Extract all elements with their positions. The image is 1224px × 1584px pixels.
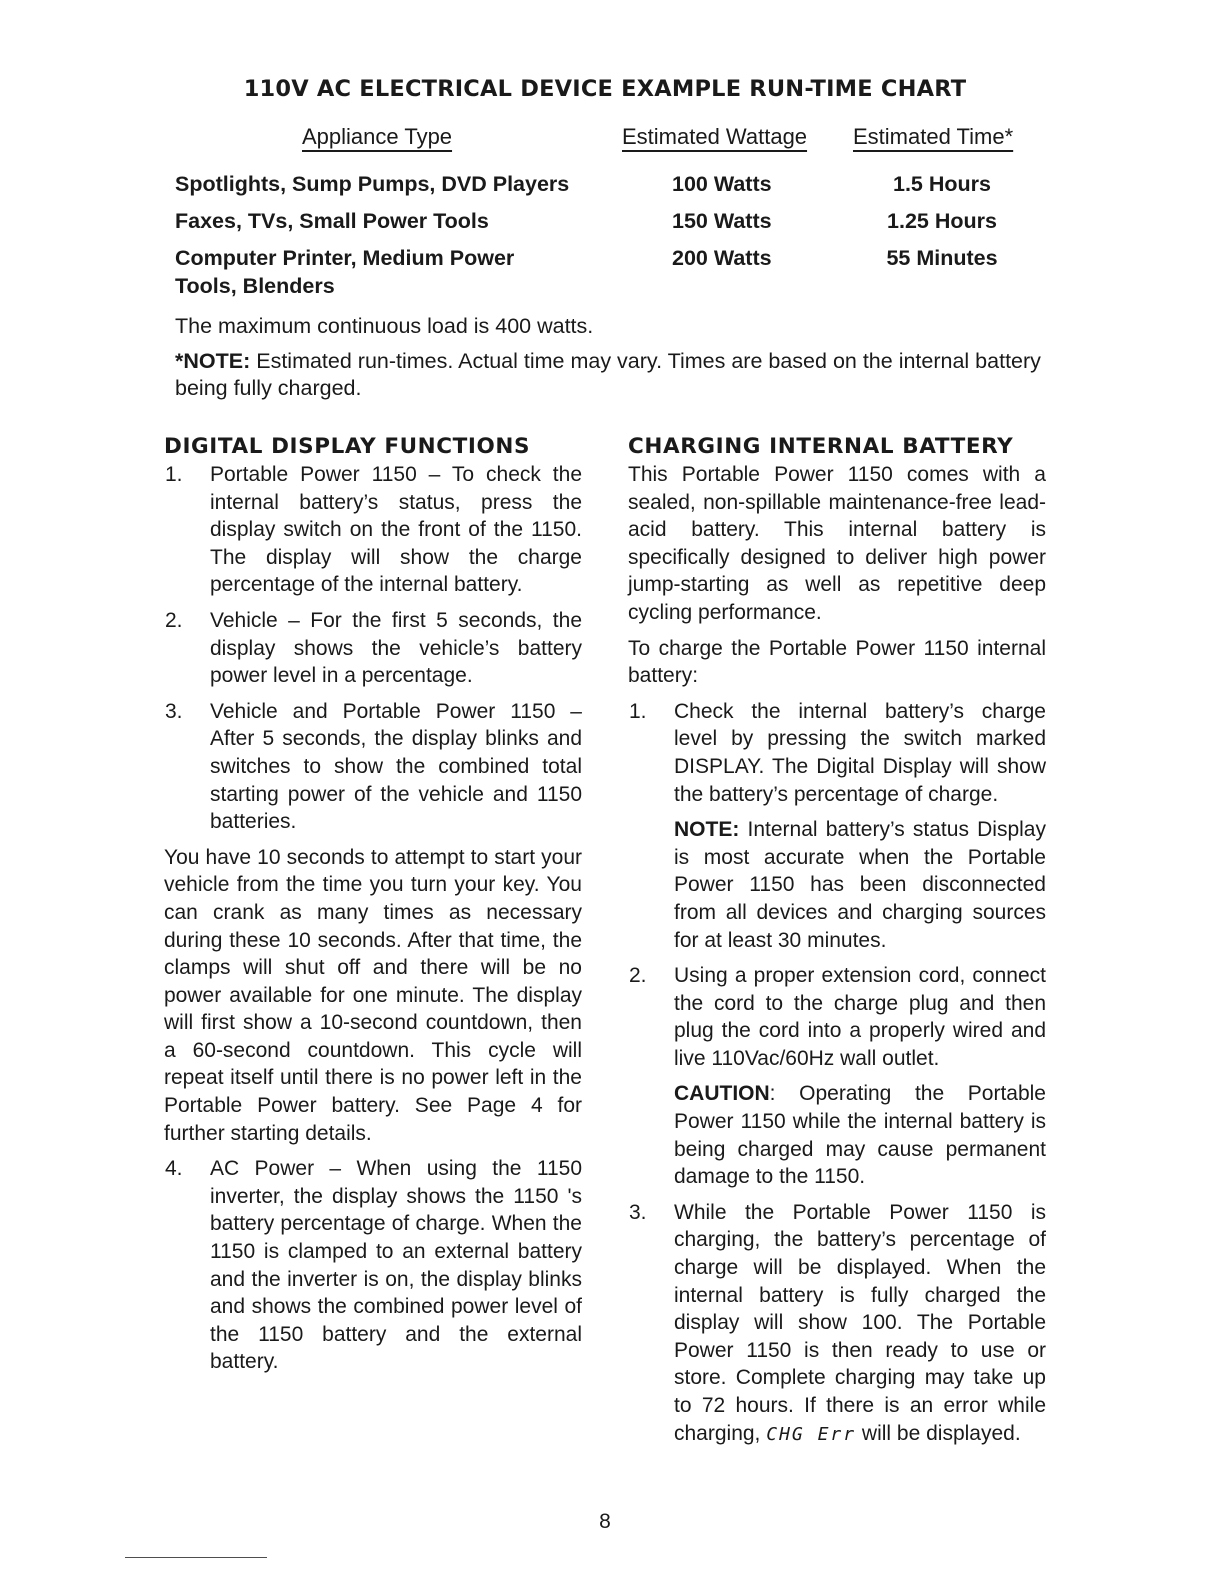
sub-label: CAUTION (674, 1082, 770, 1106)
sub-text: : Operating the Portable Power 1150 while the internal battery is being charged may cause permanent damage to the 1150. (674, 1082, 1046, 1189)
item-text: Vehicle and Portable Power 1150 – After 5 seconds, the display blinks and switches to show the combined total starting power of the vehicle and 1150 batteries. (210, 699, 582, 834)
item-text-end: will be displayed. (856, 1421, 1021, 1445)
max-load-text: The maximum continuous load is 400 watts. (175, 314, 594, 338)
item-text: Vehicle – For the first 5 seconds, the display shows the vehicle’s battery power level in a percentage. (210, 608, 582, 688)
header-estimated-wattage: Estimated Wattage (622, 124, 808, 149)
note-paragraph (674, 816, 1046, 954)
sub-label: NOTE: (674, 818, 740, 842)
page-title: 110V AC ELECTRICAL DEVICE EXAMPLE RUN-TIME CHART (243, 76, 967, 102)
list-item (628, 1199, 1046, 1448)
starting-paragraph: You have 10 seconds to attempt to start your vehicle from the time you turn your key. You can crank as many times as necessary during these 10 seconds. After that time, the clamps will shut off and there will be no power available for one minute. The display will first show a 10-second countdown, then a 60-second countdown. This cycle will repeat itself until there is no power left in the Portable Power battery. See Page 4 for further starting details. (164, 845, 582, 1145)
item-number: 4. (165, 1157, 183, 1181)
time-cell: 1.25 Hours (887, 209, 997, 233)
item-number: 3. (165, 699, 183, 723)
wattage-cell: 150 Watts (672, 209, 772, 233)
error-code: CHG Err (766, 1423, 857, 1445)
header-appliance-type: Appliance Type (302, 124, 453, 149)
list-item (164, 461, 582, 599)
section-heading: CHARGING INTERNAL BATTERY (628, 434, 1014, 459)
item-text: AC Power – When using the 1150 inverter, the display shows the 1150 's battery percentage of charge. When the 1150 is clamped to an external battery and the inverter is on, the display blinks and shows the combined power level of the 1150 battery and the external battery. (210, 1157, 582, 1374)
item-text: Check the internal battery’s charge level by pressing the switch marked DISPLAY. The Digital Display will show the battery’s percentage of charge. (674, 699, 1046, 806)
time-cell: 55 Minutes (886, 246, 998, 270)
time-cell: 1.5 Hours (893, 172, 991, 196)
item-number: 3. (629, 1200, 647, 1224)
list-item (164, 698, 582, 836)
run-time-note (175, 348, 1055, 402)
item-text: While the Portable Power 1150 is charging, the battery’s percentage of charge will be displayed. When the internal battery is fully charged the display will show 100. The Portable Power 1150 is then ready to use or store. Complete charging may take up to 72 hours. If there is an error while charging, (674, 1200, 1046, 1445)
header-estimated-time: Estimated Time* (853, 124, 1014, 149)
wattage-cell: 200 Watts (672, 246, 772, 270)
appliance-cell: Faxes, TVs, Small Power Tools (175, 209, 489, 233)
appliance-cell: Computer Printer, Medium Power Tools, Blenders (175, 246, 515, 298)
wattage-cell: 100 Watts (672, 172, 772, 196)
footer-rule (125, 1557, 267, 1558)
list-item (628, 698, 1046, 954)
digital-display-section (164, 433, 582, 1384)
caution-paragraph (674, 1080, 1046, 1190)
item-number: 2. (165, 608, 183, 632)
list-item (628, 962, 1046, 1191)
list-item (164, 1155, 582, 1376)
item-text: Using a proper extension cord, connect the cord to the charge plug and then plug the cord into a properly wired and live 110Vac/60Hz wall outlet. (674, 964, 1046, 1070)
list-item (164, 607, 582, 690)
item-text: Portable Power 1150 – To check the internal battery’s status, press the display switch on the front of the 1150. The display will show the charge percentage of the internal battery. (210, 463, 582, 597)
intro-paragraph: This Portable Power 1150 comes with a sealed, non-spillable maintenance-free lead-acid battery. This internal battery is specifically designed to deliver high power jump-starting as well as repetitive deep cycling performance. (628, 463, 1046, 624)
page-number: 8 (599, 1510, 611, 1533)
sub-text: Internal battery’s status Display is most accurate when the Portable Power 1150 has been disconnected from all devices and charging sources for at least 30 minutes. (674, 818, 1046, 952)
item-number: 1. (629, 699, 647, 723)
item-number: 1. (165, 463, 183, 486)
lead-paragraph: To charge the Portable Power 1150 internal battery: (628, 636, 1046, 688)
appliance-cell: Spotlights, Sump Pumps, DVD Players (175, 172, 570, 196)
item-number: 2. (629, 964, 647, 988)
section-heading: DIGITAL DISPLAY FUNCTIONS (164, 434, 531, 459)
note-text: Estimated run-times. Actual time may vary. Times are based on the internal battery being fully charged. (175, 349, 1041, 400)
charging-section (628, 433, 1046, 1456)
note-label: *NOTE: (175, 349, 251, 373)
